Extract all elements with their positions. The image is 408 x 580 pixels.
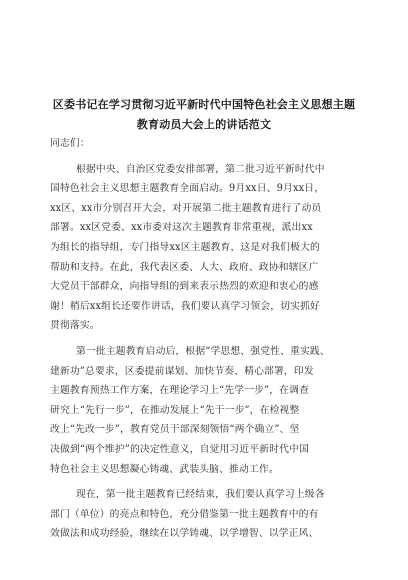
- text-line: 改上“先改一步”，教育党员干部深刻领悟“两个确立”、坚: [50, 424, 300, 436]
- text-line: 部门（单位）的亮点和特色，充分借鉴第一批主题教育中的有: [50, 508, 319, 520]
- text-line: 建新功”总要求，区委提前谋划、加快节奏、精心部署，印发: [50, 365, 314, 377]
- text-line: 特色社会主义思想凝心铸魂、武装头脑、推动工作。: [50, 463, 279, 475]
- text-line: 谢！稍后xx组长还要作讲话，我们要认真学习领会，切实抓好: [50, 300, 320, 312]
- text-line: 帮助和支持。在此，我代表区委、人大、政府、政协和辖区广: [50, 261, 319, 273]
- paragraph-2: [50, 342, 370, 479]
- text-line: 根据中央、自治区党委安排部署，第二批习近平新时代中: [76, 163, 325, 175]
- text-line: 效做法和成功经验，继续在以学铸魂、以学增智、以学正风、: [50, 528, 319, 540]
- text-line: 大党员干部群众，向指导组的到来表示热烈的欢迎和衷心的感: [50, 281, 319, 293]
- text-line: 第一批主题教育启动后，根据“学思想、强党性、重实践、: [76, 345, 330, 357]
- salutation: 同志们：: [50, 138, 90, 149]
- salutation-paragraph: [50, 134, 370, 154]
- text-line: 贯彻落实。: [50, 320, 100, 332]
- text-line: 为组长的指导组，专门指导xx区主题教育，这是对我们极大的: [50, 241, 320, 253]
- document-title: [40, 95, 368, 135]
- paragraph-3: [50, 485, 370, 544]
- document-body: [50, 134, 370, 550]
- text-line: 研究上“先行一步”，在推动发展上“先干一步”，在检视整: [50, 404, 300, 416]
- paragraph-1: [50, 160, 370, 336]
- text-line: 部署。xx区党委、xx市委对这次主题教育非常重视，派出xx: [50, 222, 313, 234]
- text-line: xx区、xx市分别召开大会，对开展第二批主题教育进行了动员: [50, 202, 322, 214]
- title-line: 教育动员大会上的讲话范文: [136, 118, 272, 131]
- title-line: 区委书记在学习贯彻习近平新时代中国特色社会主义思想主题: [52, 98, 356, 111]
- text-line: 主题教育预热工作方案，在理论学习上“先学一步”，在调查: [50, 385, 309, 397]
- text-line: 决做到“两个维护”的决定性意义，自觉用习近平新时代中国: [50, 443, 309, 455]
- text-line: 现在，第一批主题教育已经结束，我们要认真学习上级各: [76, 489, 325, 501]
- text-line: 国特色社会主义思想主题教育全面启动。9月xx日、9月xx日，: [50, 183, 325, 195]
